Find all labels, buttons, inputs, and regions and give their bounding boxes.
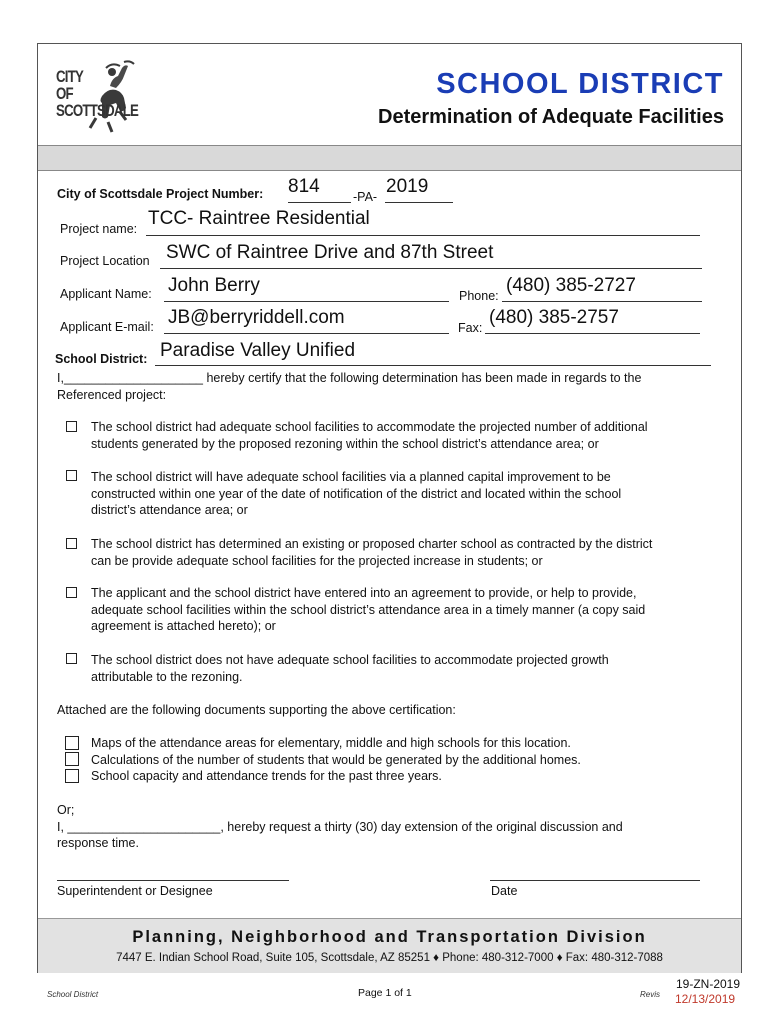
applicant-email-field[interactable]: JB@berryriddell.com <box>168 307 345 328</box>
fax-line <box>485 333 700 334</box>
option-5-line-2: attributable to the rezoning. <box>91 669 243 684</box>
case-number: 19-ZN-2019 <box>676 977 741 991</box>
applicant-name-field[interactable]: John Berry <box>168 275 260 296</box>
extension-request <box>57 802 623 852</box>
logo-wordmark: CITY OF SCOTTSDALE <box>56 67 139 120</box>
option-1-line-2: students generated by the proposed rezoning within the school district’s attendance area; or <box>91 436 599 451</box>
city-of-scottsdale-logo <box>50 56 138 140</box>
phone-field[interactable]: (480) 385-2727 <box>506 275 636 296</box>
attachment-trends-checkbox[interactable] <box>65 769 79 783</box>
option-5-line-1: The school district does not have adequate school facilities to accommodate projected growth <box>91 653 609 667</box>
option-3-line-2: can be provide adequate school facilities for the projected increase in students; or <box>91 553 543 568</box>
option-3-text <box>91 536 652 569</box>
header-divider-bar <box>38 145 741 171</box>
project-name-field[interactable]: TCC- Raintree Residential <box>148 208 370 229</box>
option-4-text <box>91 585 645 635</box>
extension-line-1: I, ______________________, hereby request a thirty (30) day extension of the original discussion and <box>57 819 623 834</box>
option-2-line-2: constructed within one year of the date of notification of the district and located within the school <box>91 486 622 501</box>
option-2-checkbox[interactable] <box>66 470 77 481</box>
applicant-email-label: Applicant E-mail: <box>60 320 154 334</box>
division-address: 7447 E. Indian School Road, Suite 105, Scottsdale, AZ 85251 ♦ Phone: 480-312-7000 ♦ Fax: 480-312-7088 <box>116 952 663 964</box>
school-district-line <box>155 365 711 366</box>
project-name-label: Project name: <box>60 222 138 236</box>
option-4-line-2: adequate school facilities within the school district’s attendance area in a timely manner (a copy said <box>91 602 646 617</box>
fax-label: Fax: <box>458 321 483 335</box>
project-name-line <box>146 235 700 236</box>
attachment-calculations-checkbox[interactable] <box>65 752 79 766</box>
project-location-line <box>160 268 702 269</box>
form-title: SCHOOL DISTRICT <box>436 68 724 100</box>
extension-line-2: response time. <box>57 836 139 850</box>
option-4-checkbox[interactable] <box>66 587 77 598</box>
option-5-checkbox[interactable] <box>66 653 77 664</box>
project-location-label: Project Location <box>60 254 150 268</box>
option-3-line-1: The school district has determined an existing or proposed charter school as contracted by the district <box>91 537 653 551</box>
school-district-label: School District: <box>55 352 148 366</box>
option-2-line-1: The school district will have adequate school facilities via a planned capital improvement to be <box>91 470 611 484</box>
fax-field[interactable]: (480) 385-2757 <box>489 307 619 328</box>
superintendent-signature-line[interactable] <box>57 880 289 881</box>
phone-label: Phone: <box>459 289 499 303</box>
project-number-field[interactable]: 814 <box>288 176 320 197</box>
option-1-line-1: The school district had adequate school facilities to accommodate the projected number of additional <box>91 420 648 434</box>
page-number: Page 1 of 1 <box>358 987 412 999</box>
option-4-line-1: The applicant and the school district have entered into an agreement to provide, or help to provide, <box>91 586 637 600</box>
date-signature-line[interactable] <box>490 880 700 881</box>
attached-intro: Attached are the following documents supporting the above certification: <box>57 703 456 717</box>
footer-form-name: School District <box>47 990 99 999</box>
form-subtitle: Determination of Adequate Facilities <box>378 106 724 128</box>
attachment-trends-label: School capacity and attendance trends for the past three years. <box>91 769 442 783</box>
certify-line-2: Referenced project: <box>57 387 167 402</box>
attachment-list <box>91 735 581 785</box>
revision-date: 12/13/2019 <box>675 992 736 1006</box>
division-footer-bar <box>38 918 741 973</box>
pa-number-field[interactable]: 2019 <box>386 176 429 197</box>
project-location-field[interactable]: SWC of Raintree Drive and 87th Street <box>166 242 494 263</box>
option-5-text <box>91 652 609 685</box>
certify-statement <box>57 370 641 403</box>
project-number-label: City of Scottsdale Project Number: <box>57 187 264 201</box>
option-2-line-3: district’s attendance area; or <box>91 503 248 517</box>
option-2-text <box>91 469 621 519</box>
phone-line <box>502 301 702 302</box>
revision-label: Revis <box>640 990 661 999</box>
applicant-name-label: Applicant Name: <box>60 287 152 301</box>
option-4-line-3: agreement is attached hereto); or <box>91 619 276 633</box>
certify-line-1: I,____________________ hereby certify that the following determination has been made in regards to the <box>57 371 642 385</box>
division-name: Planning, Neighborhood and Transportation Division <box>132 928 647 946</box>
applicant-email-line <box>164 333 449 334</box>
attachment-maps-label: Maps of the attendance areas for elementary, middle and high schools for this location. <box>91 736 571 750</box>
attachment-calculations-label: Calculations of the number of students that would be generated by the additional homes. <box>91 752 581 767</box>
pa-label: -PA- <box>353 190 378 204</box>
option-3-checkbox[interactable] <box>66 538 77 549</box>
option-1-text <box>91 419 648 452</box>
option-1-checkbox[interactable] <box>66 421 77 432</box>
school-district-field[interactable]: Paradise Valley Unified <box>160 340 356 361</box>
applicant-name-line <box>164 301 449 302</box>
attachment-maps-checkbox[interactable] <box>65 736 79 750</box>
pa-line <box>385 202 453 203</box>
superintendent-label: Superintendent or Designee <box>57 884 213 898</box>
date-label: Date <box>491 884 518 898</box>
extension-or: Or; <box>57 803 75 817</box>
project-number-line <box>288 202 351 203</box>
